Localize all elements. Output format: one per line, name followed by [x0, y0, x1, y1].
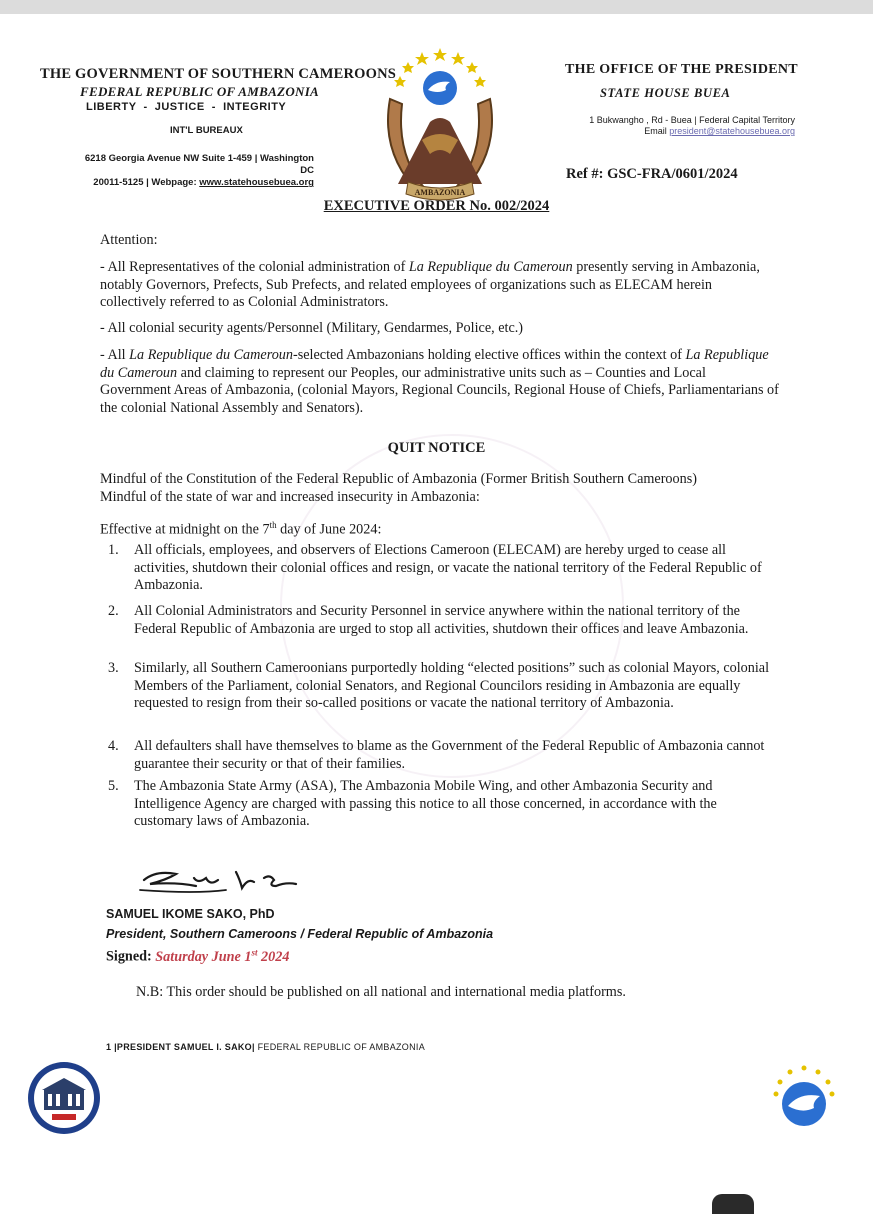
signed-date-main: Saturday June 1	[155, 948, 252, 965]
government-title: THE GOVERNMENT OF SOUTHERN CAMEROONS	[40, 66, 397, 82]
paragraph-elective-offices	[100, 347, 780, 417]
motto: LIBERTY - JUSTICE - INTEGRITY	[86, 101, 287, 113]
webpage-link[interactable]: www.statehousebuea.org	[199, 177, 314, 188]
list-text: The Ambazonia State Army (ASA), The Ambazonia Mobile Wing, and other Ambazonia Security and Intelligence Agency are charged with passing this notice to all those concerned, in accordance with the customary laws of Ambazonia.	[134, 778, 717, 829]
coat-of-arms-logo	[350, 44, 530, 202]
effective-date	[100, 517, 780, 539]
signatory-role: President, Southern Cameroons / Federal Republic of Ambazonia	[106, 927, 494, 941]
list-number: 1.	[108, 542, 119, 558]
executive-order-title: EXECUTIVE ORDER No. 002/2024	[323, 198, 550, 214]
list-number: 3.	[108, 660, 119, 676]
signed-date-line	[106, 947, 289, 966]
signed-label: Signed:	[106, 948, 156, 965]
footer-page: 1 |PRESIDENT SAMUEL I. SAKO|	[106, 1042, 255, 1052]
p3-c: and claiming to represent our Peoples, our administrative units such as – Counties and Local Government Areas of Ambazonia, (colonial Mayors, Regional Councils, Regional House of Chiefs, Parliamentarians of the colonial National Assembly and Senators).	[100, 364, 779, 416]
list-number: 5.	[108, 778, 119, 794]
banner-text: AMBAZONIA	[414, 188, 466, 197]
list-number: 4.	[108, 738, 119, 754]
email-link[interactable]: president@statehousebuea.org	[669, 126, 795, 136]
p3-italic-1: La Republique du Cameroun	[129, 347, 293, 363]
effective-prefix: Effective at midnight on the 7	[100, 521, 270, 538]
email-label: Email	[644, 126, 667, 136]
signed-date-sup: st	[251, 947, 258, 957]
signed-date	[155, 949, 289, 965]
state-house-seal-icon	[26, 1060, 102, 1136]
list-text: All officials, employees, and observers of Elections Cameroon (ELECAM) are hereby urged to cease all activities, shutdown their colonial offices and resign, or vacate the national territory of the Federal Republic of Ambazonia.	[134, 542, 762, 593]
bureau-label: INT'L BUREAUX	[170, 125, 243, 136]
paragraph-colonial-administrators	[100, 259, 780, 312]
p3-a: - All	[100, 347, 130, 363]
mindful-constitution: Mindful of the Constitution of the Federal Republic of Ambazonia (Former British Southern Cameroons)	[100, 471, 697, 487]
dove-seal-icon	[768, 1062, 840, 1134]
signatory-name: SAMUEL IKOME SAKO, PhD	[106, 907, 275, 921]
bureau-address	[78, 153, 314, 189]
address-line-2-prefix: 20011-5125 | Webpage:	[93, 177, 200, 188]
p1-suffix: presently serving in Ambazonia, notably Governors, Prefects, Sub Prefects, and related employees of organizations such as ELECAM herein collectively referred to as Colonial Administrators.	[100, 259, 760, 310]
street-address: 1 Bukwangho , Rd - Buea | Federal Capital Territory	[589, 115, 795, 125]
footer-org: FEDERAL REPUBLIC OF AMBAZONIA	[254, 1042, 425, 1052]
handwritten-signature	[136, 860, 356, 900]
quit-notice-heading: QUIT NOTICE	[387, 440, 486, 456]
office-title: THE OFFICE OF THE PRESIDENT	[565, 62, 798, 77]
reference-number: Ref #: GSC-FRA/0601/2024	[566, 166, 738, 182]
republic-subtitle: FEDERAL REPUBLIC OF AMBAZONIA	[80, 84, 320, 99]
p1-prefix: - All Representatives of the colonial administration of	[100, 259, 409, 275]
list-text: All defaulters shall have themselves to blame as the Government of the Federal Republic of Ambazonia cannot guarantee their security or that of their families.	[134, 738, 765, 772]
signed-date-year: 2024	[257, 948, 290, 965]
document-page	[0, 14, 873, 1200]
list-text: Similarly, all Southern Cameroonians purportedly holding “elected positions” such as colonial Mayors, colonial Members of the Parliament, colonial Senators, and Regional Councilors residing in Ambazonia are equally requested to resign from their so-called positions or vacate the national territory of Ambazonia.	[134, 660, 770, 711]
nb-note: N.B: This order should be published on all national and international media platforms.	[136, 984, 626, 1000]
mindful-war: Mindful of the state of war and increased insecurity in Ambazonia:	[100, 489, 480, 505]
list-number: 2.	[108, 603, 119, 619]
page-footer	[106, 1042, 425, 1052]
paragraph-security-agents: - All colonial security agents/Personnel (Military, Gendarmes, Police, etc.)	[100, 320, 524, 336]
state-house-address	[520, 115, 795, 137]
address-line-2	[78, 177, 314, 189]
mountain	[398, 118, 482, 184]
attention-label: Attention:	[100, 232, 158, 248]
list-text: All Colonial Administrators and Security Personnel in service anywhere within the national territory of the Federal Republic of Ambazonia are urged to stop all activities, shutdown their offices and leave Ambazonia.	[134, 603, 749, 637]
p3-italic-2: La Republique du Cameroun	[100, 347, 769, 381]
p1-italic: La Republique du Cameroun	[408, 259, 573, 275]
corner-handle	[712, 1194, 754, 1214]
p3-b: -selected Ambazonians holding elective offices within the context of	[292, 347, 686, 363]
address-line-1: 6218 Georgia Avenue NW Suite 1-459 | Washington DC	[84, 153, 314, 176]
effective-sup: th	[269, 520, 277, 530]
state-house-subtitle: STATE HOUSE BUEA	[600, 86, 731, 100]
effective-suffix: day of June 2024:	[276, 521, 382, 538]
email-line	[520, 126, 795, 137]
top-bar	[0, 0, 873, 14]
